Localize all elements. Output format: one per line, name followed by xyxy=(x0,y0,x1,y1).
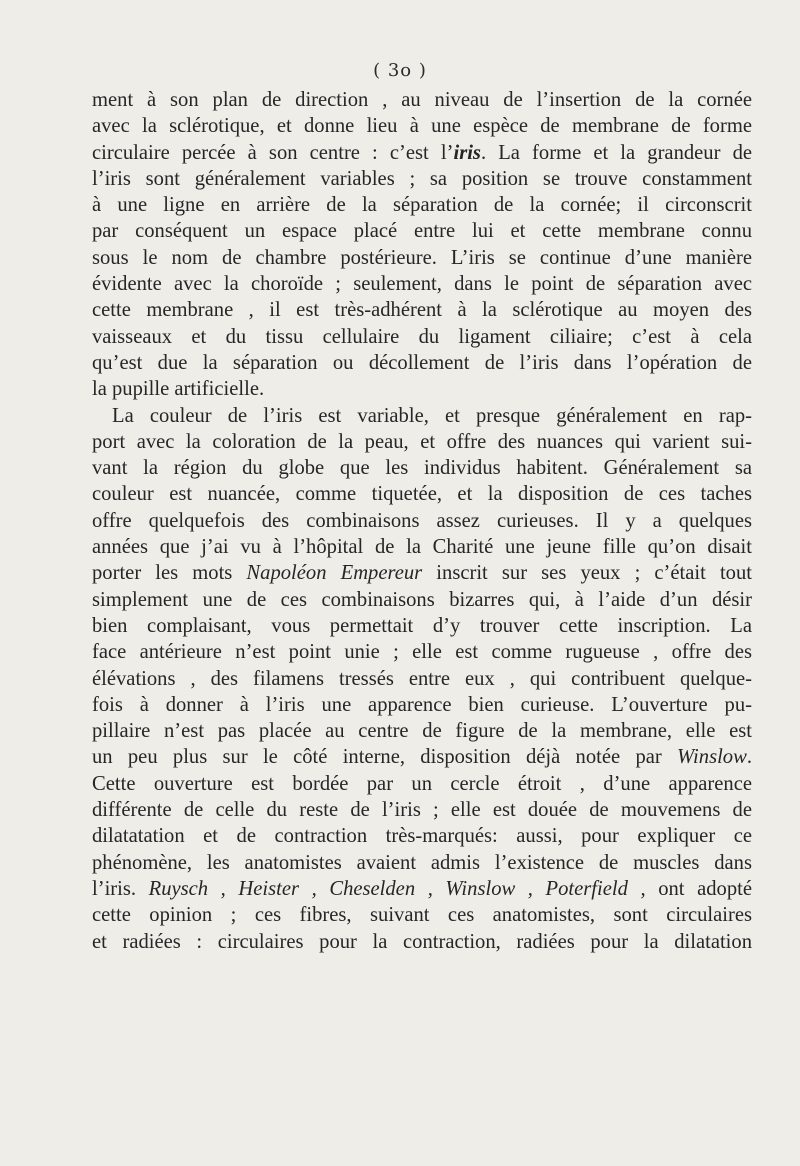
text-run: offre quelquefois des combinaisons assez curieuses. Il y a quelques xyxy=(92,509,752,532)
text-run: inscrit sur ses yeux ; c’était tout xyxy=(422,562,752,585)
italic-text: iris xyxy=(453,141,481,164)
text-line xyxy=(92,350,752,376)
text-run: à une ligne en arrière de la séparation de la cornée; il circonscrit xyxy=(92,194,752,217)
text-run: . xyxy=(746,746,752,769)
text-run: phénomène, les anatomistes avaient admis l’existence de muscles dans xyxy=(92,851,752,874)
text-run: face antérieure n’est point unie ; elle est comme rugueuse , offre des xyxy=(92,641,752,664)
text-run: bien complaisant, vous permettait d’y trouver cette inscription. La xyxy=(92,614,752,637)
text-run: cette membrane , il est très-adhérent à la sclérotique au moyen des xyxy=(92,299,752,322)
text-run: vant la région du globe que les individus habitent. Généralement sa xyxy=(92,457,752,480)
text-line xyxy=(92,508,752,534)
italic-text: Napoléon Empereur xyxy=(246,562,423,585)
text-line xyxy=(92,376,752,402)
text-run: couleur est nuancée, comme tiquetée, et la disposition de ces taches xyxy=(92,483,752,506)
text-line xyxy=(92,902,752,928)
text-run: fois à donner à l’iris une apparence bien curieuse. L’ouverture pu- xyxy=(92,693,752,716)
text-line xyxy=(92,692,752,718)
text-line xyxy=(92,797,752,823)
text-line xyxy=(92,771,752,797)
text-run: vaisseaux et du tissu cellulaire du ligament ciliaire; c’est à cela xyxy=(92,325,752,348)
italic-text: Ruysch , Heister , Cheselden , Winslow , Poterfield , xyxy=(148,877,646,900)
text-line xyxy=(92,639,752,665)
text-run: et radiées : circulaires pour la contraction, radiées pour la dilatation xyxy=(92,930,752,953)
text-run: avec la sclérotique, et donne lieu à une espèce de membrane de forme xyxy=(92,115,752,138)
text-run: circulaire percée à son centre : c’est l’ xyxy=(92,141,454,164)
text-line xyxy=(92,560,752,586)
text-run: cette opinion ; ces fibres, suivant ces anatomistes, sont circulaires xyxy=(92,904,752,927)
text-line xyxy=(92,218,752,244)
text-run: simplement une de ces combinaisons bizarres qui, à l’aide d’un désir xyxy=(92,588,752,611)
text-line xyxy=(92,113,752,139)
text-line xyxy=(92,245,752,271)
text-run: différente de celle du reste de l’iris ; elle est douée de mouvemens de xyxy=(92,799,752,822)
text-line xyxy=(92,718,752,744)
text-line xyxy=(92,429,752,455)
text-run: pillaire n’est pas placée au centre de figure de la membrane, elle est xyxy=(92,720,752,743)
text-line xyxy=(92,613,752,639)
body-text xyxy=(92,87,752,955)
text-line xyxy=(92,534,752,560)
text-line xyxy=(92,192,752,218)
text-run: ment à son plan de direction , au niveau de l’insertion de la cornée xyxy=(92,89,752,111)
text-line xyxy=(92,455,752,481)
text-run: un peu plus sur le côté interne, disposition déjà notée par xyxy=(92,746,678,769)
text-run: porter les mots xyxy=(92,562,247,585)
text-line xyxy=(92,324,752,350)
text-run: port avec la coloration de la peau, et offre des nuances qui varient sui- xyxy=(92,430,752,453)
italic-text: Winslow xyxy=(677,746,747,769)
text-run: élévations , des filamens tressés entre eux , qui contribuent quelque- xyxy=(92,667,752,690)
text-line xyxy=(92,297,752,323)
text-line xyxy=(92,587,752,613)
text-line xyxy=(92,140,752,166)
text-line xyxy=(92,403,752,429)
text-line xyxy=(92,166,752,192)
text-line xyxy=(92,87,752,113)
text-run: . La forme et la grandeur de xyxy=(480,141,752,164)
text-line xyxy=(92,481,752,507)
text-run: sous le nom de chambre postérieure. L’iris se continue d’une manière xyxy=(92,246,752,269)
text-line xyxy=(92,876,752,902)
text-run: la pupille artificielle. xyxy=(92,378,265,401)
text-line xyxy=(92,744,752,770)
text-run: l’iris. xyxy=(92,877,149,900)
text-line xyxy=(92,929,752,955)
text-line xyxy=(92,271,752,297)
page-number: ( 3o ) xyxy=(373,60,427,81)
text-run: l’iris sont généralement variables ; sa position se trouve constamment xyxy=(92,167,752,190)
text-run: par conséquent un espace placé entre lui et cette membrane connu xyxy=(92,220,752,243)
text-run: ont adopté xyxy=(645,877,752,900)
text-run: qu’est due la séparation ou décollement de l’iris dans l’opération de xyxy=(92,351,752,374)
text-line xyxy=(92,850,752,876)
text-run: évidente avec la choroïde ; seulement, dans le point de séparation avec xyxy=(92,273,752,296)
text-run: La couleur de l’iris est variable, et presque généralement en rap- xyxy=(112,404,752,427)
text-line xyxy=(92,823,752,849)
text-run: Cette ouverture est bordée par un cercle étroit , d’une apparence xyxy=(92,772,752,795)
text-line xyxy=(92,666,752,692)
text-run: dilatatation et de contraction très-marqués: aussi, pour expliquer ce xyxy=(92,825,752,848)
text-run: années que j’ai vu à l’hôpital de la Charité une jeune fille qu’on disait xyxy=(92,536,752,559)
